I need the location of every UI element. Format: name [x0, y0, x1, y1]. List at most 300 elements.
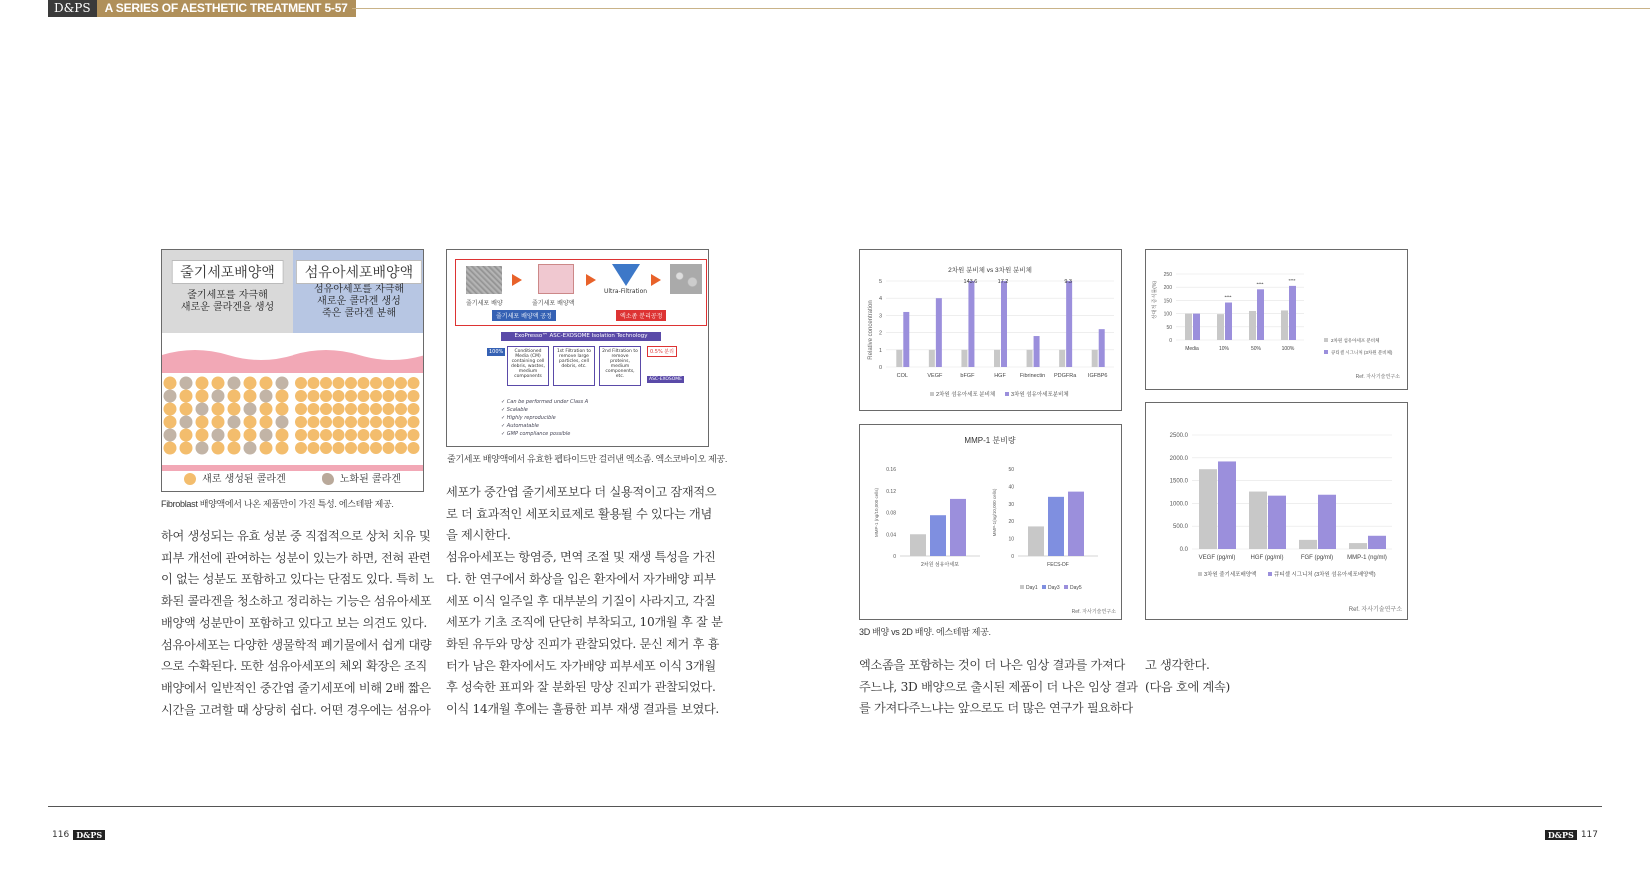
y-tick-label: 2000.0	[1169, 455, 1188, 462]
check-item: ✓ Scalable	[501, 407, 528, 413]
new-collagen-dot	[295, 390, 307, 402]
new-collagen-dot	[358, 429, 370, 441]
new-collagen-dot	[408, 429, 420, 441]
chart-signature-svg	[1146, 403, 1407, 619]
new-collagen-dot	[345, 416, 357, 428]
old-collagen-dot	[164, 390, 177, 403]
new-collagen-dot	[395, 403, 407, 415]
text-line: 이식 14개월 후에는 훌륭한 피부 재생 결과를 보였다.	[446, 702, 719, 717]
new-collagen-dot	[295, 442, 307, 454]
new-collagen-dot	[345, 403, 357, 415]
bar	[929, 350, 935, 367]
chart-signature	[1145, 402, 1408, 620]
bar	[1217, 314, 1224, 340]
header-rule	[352, 8, 1650, 9]
old-collagen-dot	[276, 416, 289, 429]
y-tick-label: 3	[878, 313, 882, 320]
bar	[936, 298, 942, 367]
y-axis-label: 상대적 증식률(%)	[1152, 280, 1158, 320]
bar	[1318, 495, 1336, 549]
text-line: 섬유아세포는 다양한 생물학적 폐기물에서 쉽게 대량	[161, 637, 432, 652]
new-collagen-dot	[333, 442, 345, 454]
y-tick-label: 40	[1008, 484, 1014, 491]
bar	[1034, 336, 1040, 367]
text-line: 세포가 기초 조직에 단단히 부착되고, 10개월 후 잘 분	[446, 615, 723, 630]
old-collagen-dot	[196, 403, 209, 416]
new-collagen-dot	[308, 442, 320, 454]
significance-mark: ****	[1288, 277, 1296, 283]
bar	[1225, 303, 1232, 340]
new-collagen-dot	[228, 442, 241, 455]
text-line: 하여 생성되는 유효 성분 중 직접적으로 상처 치유 및	[161, 529, 431, 543]
old-collagen-dot	[260, 429, 273, 442]
new-collagen-dot	[370, 416, 382, 428]
new-collagen-dot	[408, 390, 420, 402]
skin-layer-illustration	[162, 345, 424, 480]
new-collagen-dot	[395, 416, 407, 428]
significance-mark: ****	[1256, 281, 1264, 287]
new-collagen-dot	[395, 390, 407, 402]
text-line: (다음 호에 계속)	[1145, 679, 1230, 694]
legend-label: 3차원 섬유아세포분비체	[1011, 392, 1069, 398]
text-line: 으로 수확된다. 또한 섬유아세포의 체외 확장은 조직	[161, 659, 427, 674]
new-collagen-dot	[358, 390, 370, 402]
bar	[1289, 286, 1296, 340]
step-medium-label: 줄기세포 배양액	[532, 300, 575, 307]
y-tick-label: 100	[1163, 311, 1172, 318]
new-collagen-dot	[244, 429, 257, 442]
stem-cell-desc	[162, 290, 293, 314]
text-line: 고 생각한다.	[1145, 658, 1210, 672]
new-collagen-dot	[180, 403, 193, 416]
new-collagen-dot	[358, 377, 370, 389]
new-collagen-dot	[196, 390, 209, 403]
bar	[1281, 310, 1288, 340]
bar	[1199, 469, 1217, 549]
data-label: 9.3	[1064, 279, 1072, 285]
text-column-1	[161, 526, 434, 721]
chart-2d-vs-3d	[859, 249, 1122, 411]
filter-funnel-icon	[612, 264, 640, 286]
y-axis-label: Relative concentration	[868, 300, 874, 360]
exosome-figure	[446, 249, 709, 447]
y-tick-label: 200	[1163, 285, 1172, 292]
new-collagen-dot	[383, 377, 395, 389]
bar	[968, 281, 974, 367]
new-collagen-dot	[408, 403, 420, 415]
new-collagen-dot	[345, 442, 357, 454]
x-tick-label: 100%	[1281, 346, 1295, 352]
fibroblast-desc	[293, 284, 424, 320]
bar	[910, 534, 926, 556]
new-collagen-dot	[180, 390, 193, 403]
new-collagen-dot	[345, 429, 357, 441]
feature-checklist	[501, 398, 588, 438]
x-tick-label: MMP-1 (ng/ml)	[1347, 555, 1387, 561]
exosome-process-frame	[455, 259, 707, 326]
arrow-icon	[512, 274, 522, 286]
chart-mmp1-svg	[860, 425, 1121, 619]
x-tick-label: PDGFRa	[1053, 373, 1077, 379]
new-collagen-dot	[180, 429, 193, 442]
y-tick-label: 4	[878, 296, 882, 303]
new-collagen-dot	[276, 403, 289, 416]
old-collagen-dot	[260, 390, 273, 403]
bar	[1257, 289, 1264, 340]
x-tick-label: COL	[896, 373, 908, 379]
y-tick-label: 0.0	[1179, 547, 1188, 553]
new-collagen-dot	[164, 377, 177, 390]
new-collagen-dot	[320, 390, 332, 402]
new-collagen-dot	[212, 416, 225, 429]
significance-mark: ****	[1224, 294, 1232, 300]
x-tick-label: VEGF	[927, 373, 943, 379]
y-tick-label: 0	[878, 365, 882, 371]
bar	[930, 515, 946, 556]
new-collagen-dot	[212, 377, 225, 390]
new-collagen-dot	[180, 442, 193, 455]
old-collagen-dot	[196, 442, 209, 455]
bar	[961, 350, 967, 367]
text-line: 를 가져다주느냐는 앞으로도 더 많은 연구가 필요하다	[859, 701, 1133, 716]
text-line: 화된 콜라겐을 청소하고 정리하는 기능은 섬유아세포	[161, 594, 432, 609]
new-collagen-dot	[308, 403, 320, 415]
band-exosome-process: 엑소좀 분리공정	[616, 310, 666, 321]
y-tick-label: 5	[878, 279, 882, 285]
band-medium-process: 줄기세포 배양액 공정	[492, 310, 556, 321]
y-tick-label: 30	[1008, 501, 1014, 508]
new-collagen-dot	[320, 442, 332, 454]
chart-title: MMP-1 분비량	[964, 436, 1016, 445]
y-axis-label: MMP-1(ng/10,000 cells)	[992, 488, 997, 537]
old-collagen-dot	[164, 429, 177, 442]
bar	[994, 350, 1000, 367]
page-number-right: 117	[1580, 830, 1598, 840]
bar	[1268, 496, 1286, 549]
isolation-flow	[487, 346, 687, 394]
new-collagen-dot	[333, 377, 345, 389]
bar	[1028, 526, 1044, 556]
text-line: 후 성숙한 표피와 잘 분화된 망상 진피가 관찰되었다.	[446, 680, 716, 695]
new-collagen-dot	[276, 442, 289, 455]
text-line: 을 제시한다.	[446, 528, 511, 543]
y-tick-label: 150	[1163, 298, 1172, 305]
bar	[1185, 314, 1192, 340]
legend-swatch	[1268, 572, 1272, 576]
new-collagen-dot	[276, 429, 289, 442]
new-collagen-dot	[408, 442, 420, 454]
medium-plate-image	[538, 264, 574, 294]
new-collagen-dot	[212, 403, 225, 416]
bar	[1066, 281, 1072, 367]
legend-swatch	[1064, 585, 1068, 589]
exosome-output: ASC-EXOSOME	[649, 377, 683, 382]
bar	[1193, 314, 1200, 340]
bar	[1059, 350, 1065, 367]
stem-cell-panel-head	[162, 250, 293, 333]
step-filtration-label: Ultra-Filtration	[604, 288, 648, 295]
y-tick-label: 50	[1008, 467, 1014, 473]
old-collagen-dot	[228, 377, 241, 390]
y-tick-label: 0	[1011, 554, 1014, 560]
bar	[1001, 281, 1007, 367]
legend-new-collagen	[184, 470, 286, 485]
new-collagen-dot	[333, 429, 345, 441]
new-collagen-dot	[228, 429, 241, 442]
y-tick-label: 250	[1163, 272, 1172, 278]
legend-swatch	[1324, 350, 1328, 354]
bar	[1218, 461, 1236, 549]
text-column-4	[1145, 655, 1230, 698]
y-tick-label: 0.08	[886, 510, 896, 517]
x-axis-label: FECS-DF	[1047, 562, 1069, 568]
cell-culture-image	[466, 266, 502, 294]
text-line: 섬유아세포는 항염증, 면역 조절 및 재생 특성을 가진	[446, 550, 716, 565]
y-tick-label: 2	[878, 330, 882, 337]
new-collagen-dot	[370, 377, 382, 389]
legend-swatch	[1324, 338, 1328, 342]
data-label: 17.2	[997, 279, 1009, 285]
text-line: 이 없는 성분도 포함하고 있다는 단점도 있다. 특히 노	[161, 572, 435, 587]
legend-old-label: 노화된 콜라겐	[339, 474, 401, 485]
series-title: A SERIES OF AESTHETIC TREATMENT 5-57	[97, 0, 356, 17]
legend-label: 2차원 섬유아세포 분비체	[936, 392, 996, 398]
new-collagen-dot	[358, 403, 370, 415]
bar	[1249, 311, 1256, 340]
new-collagen-dot	[164, 442, 177, 455]
new-collagen-dot	[408, 416, 420, 428]
new-collagen-dot	[320, 377, 332, 389]
new-collagen-dot	[260, 377, 273, 390]
new-collagen-dot	[333, 403, 345, 415]
new-collagen-dot	[295, 429, 307, 441]
new-collagen-dot	[276, 390, 289, 403]
fibroblast-title: 섬유아세포배양액	[296, 260, 422, 284]
collagen-figure	[161, 249, 424, 492]
new-collagen-icon	[184, 473, 196, 485]
new-collagen-dot	[345, 377, 357, 389]
ref-note: Ref. 자사기술연구소	[1071, 609, 1116, 615]
text-line: 배양에서 일반적인 중간엽 줄기세포에 비해 2배 짧은	[161, 680, 431, 695]
chart-2d-vs-3d-svg	[860, 250, 1121, 410]
exosome-image	[670, 264, 702, 294]
old-collagen-dot	[212, 429, 225, 442]
new-collagen-dot	[320, 416, 332, 428]
legend-swatch	[1020, 585, 1024, 589]
exosome-caption: 줄기세포 배양액에서 유효한 펩타이드만 걸러낸 엑소좀. 엑소코바이오 제공.	[447, 454, 728, 464]
text-line: 시간을 고려할 때 상당히 쉽다. 어떤 경우에는 섬유아	[161, 702, 431, 717]
new-collagen-dot	[370, 403, 382, 415]
epidermis-layer	[293, 350, 424, 373]
step-culture-label: 줄기세포 배양	[466, 300, 503, 307]
fibroblast-desc-2: 새로운 콜라겐 생성	[317, 296, 401, 307]
bar	[1048, 497, 1064, 556]
y-tick-label: 500.0	[1172, 524, 1188, 531]
old-collagen-dot	[244, 442, 257, 455]
new-collagen-dot	[370, 429, 382, 441]
new-collagen-dot	[408, 377, 420, 389]
bar	[1027, 350, 1033, 367]
arrow-icon	[651, 274, 661, 286]
text-line: 피부 개선에 관여하는 성분이 있는가 하면, 전혀 관련	[161, 550, 431, 565]
new-collagen-dot	[308, 377, 320, 389]
old-collagen-icon	[322, 473, 334, 485]
new-collagen-dot	[395, 442, 407, 454]
x-tick-label: IGFBP6	[1087, 373, 1108, 379]
y-tick-label: 0	[893, 554, 896, 560]
legend-label: 큐티셀 시그니처 (3차원 분비체)	[1331, 350, 1393, 355]
check-item: ✓ GMP compliance possible	[501, 431, 571, 437]
cm-step: Conditioned Media (CM) containing cell debris, wastes, medium components	[507, 346, 549, 386]
new-collagen-dot	[295, 403, 307, 415]
fibroblast-desc-3: 죽은 콜라겐 분해	[322, 308, 396, 319]
magazine-brand: D&PS	[48, 0, 97, 17]
epidermis-layer	[162, 350, 294, 373]
text-column-2	[446, 482, 723, 721]
new-collagen-dot	[228, 390, 241, 403]
new-collagen-dot	[320, 403, 332, 415]
bar	[1349, 543, 1367, 549]
new-collagen-dot	[383, 403, 395, 415]
new-collagen-dot	[164, 403, 177, 416]
new-collagen-dot	[383, 442, 395, 454]
new-collagen-dot	[196, 416, 209, 429]
bar	[1368, 536, 1386, 549]
old-collagen-dot	[212, 390, 225, 403]
x-tick-label: 10%	[1218, 346, 1230, 352]
culture-caption: 3D 배양 vs 2D 배양. 에스테팜 제공.	[859, 627, 991, 637]
chart-mmp1	[859, 424, 1122, 620]
new-collagen-dot	[320, 429, 332, 441]
text-line: 세포 이식 일주일 후 대부분의 기질이 사라지고, 각질	[446, 593, 716, 608]
new-collagen-dot	[196, 377, 209, 390]
x-tick-label: VEGF (pg/ml)	[1198, 555, 1236, 561]
stem-cell-title: 줄기세포배양액	[171, 260, 284, 284]
new-collagen-dot	[260, 403, 273, 416]
text-line: 터가 남은 환자에서도 자가배양 피부세포 이식 3개월	[446, 658, 716, 673]
x-axis-label: 2차원 섬유아세포	[921, 562, 959, 568]
text-line: 로 더 효과적인 세포치료제로 활용될 수 있다는 개념	[446, 506, 712, 521]
bar	[903, 312, 909, 367]
x-tick-label: Media	[1185, 346, 1199, 352]
footer-right	[1545, 830, 1598, 840]
legend-label: Day5	[1070, 585, 1082, 591]
x-tick-label: FGF (pg/ml)	[1300, 555, 1334, 561]
y-tick-label: 0.16	[886, 467, 896, 473]
stem-cell-desc-2: 새로운 콜라겐을 생성	[180, 302, 275, 313]
legend-swatch	[1005, 392, 1009, 396]
legend-swatch	[1198, 572, 1202, 576]
bar	[896, 350, 902, 367]
page-number-left: 116	[52, 830, 70, 840]
new-collagen-dot	[260, 416, 273, 429]
bar	[950, 499, 966, 556]
chart-proliferation-svg	[1146, 250, 1407, 389]
x-tick-label: bFGF	[960, 373, 975, 379]
text-line: 엑소좀을 포함하는 것이 더 나은 임상 결과를 가져다	[859, 658, 1125, 672]
separation-badge: 0.5% 분리	[647, 346, 677, 357]
new-collagen-dot	[358, 442, 370, 454]
text-line: 주느냐, 3D 배양으로 출시된 제품이 더 나은 임상 결과	[859, 679, 1138, 694]
y-tick-label: 10	[1008, 536, 1014, 543]
filtration-1-step: 1st Filtration to remove large particles, cell debris, etc.	[553, 346, 595, 386]
old-collagen-dot	[180, 416, 193, 429]
collagen-legend	[162, 470, 423, 485]
footer-left	[52, 830, 105, 840]
old-collagen-dot	[276, 377, 289, 390]
filtration-2-step: 2nd Filtration to remove proteins, medium components, etc.	[599, 346, 641, 386]
check-item: ✓ Automatable	[501, 423, 539, 429]
check-item: ✓ Can be performed under Class A	[501, 399, 589, 405]
bar	[1099, 329, 1105, 367]
text-line: 다. 한 연구에서 화상을 입은 환자에서 자가배양 피부	[446, 571, 716, 586]
legend-old-collagen	[322, 470, 401, 485]
new-collagen-dot	[308, 429, 320, 441]
pct-badge: 100%	[489, 349, 504, 355]
old-collagen-dot	[180, 377, 193, 390]
y-tick-label: 2500.0	[1169, 433, 1188, 439]
y-tick-label: 1500.0	[1169, 478, 1188, 485]
ref-note: Ref. 자사기술연구소	[1348, 607, 1402, 613]
new-collagen-dot	[244, 377, 257, 390]
x-tick-label: Fibrinectin	[1019, 373, 1046, 379]
new-collagen-dot	[383, 390, 395, 402]
ref-note: Ref. 자사기술연구소	[1355, 374, 1400, 380]
new-collagen-dot	[358, 416, 370, 428]
collagen-caption: Fibroblast 배양액에서 나온 제품만이 가진 특성. 에스테팜 제공.	[161, 499, 394, 509]
tech-title-bar: ExoPresso™ ASC-EXOSOME Isolation Technology	[501, 332, 661, 341]
new-collagen-dot	[370, 390, 382, 402]
new-collagen-dot	[345, 390, 357, 402]
new-collagen-dot	[228, 403, 241, 416]
text-line: 배양액 성분만이 포함하고 있다고 보는 의견도 있다.	[161, 615, 427, 630]
stem-cell-desc-1: 줄기세포를 자극해	[187, 290, 268, 301]
y-tick-label: 0.12	[886, 488, 896, 495]
y-tick-label: 20	[1008, 519, 1014, 526]
legend-label: 2차원 섬유아세포 분비체	[1331, 338, 1380, 343]
y-tick-label: 1	[878, 347, 882, 354]
legend-label: 3차원 줄기세포배양액	[1204, 572, 1257, 578]
x-tick-label: 50%	[1250, 346, 1262, 352]
legend-label: Day1	[1026, 585, 1038, 591]
new-collagen-dot	[308, 390, 320, 402]
new-collagen-dot	[295, 377, 307, 389]
footer-logo-right: D&PS	[1545, 830, 1577, 840]
data-label: 143.6	[963, 279, 978, 285]
bar	[1068, 492, 1084, 556]
chart-title: 2차원 분비체 vs 3차원 분비체	[948, 267, 1032, 274]
legend-label: Day3	[1048, 585, 1060, 591]
new-collagen-dot	[333, 416, 345, 428]
old-collagen-dot	[244, 403, 257, 416]
y-axis-label: MMP-1 (ng/10,000 cells)	[874, 487, 879, 538]
new-collagen-dot	[164, 416, 177, 429]
y-tick-label: 1000.0	[1169, 501, 1188, 508]
text-line: 세포가 중간엽 줄기세포보다 더 실용적이고 잠재적으	[446, 485, 717, 499]
x-tick-label: HGF (pg/ml)	[1250, 555, 1284, 561]
new-collagen-dot	[295, 416, 307, 428]
text-column-3	[859, 655, 1138, 720]
new-collagen-dot	[383, 429, 395, 441]
new-collagen-dot	[260, 442, 273, 455]
footer-rule	[48, 806, 1602, 807]
y-tick-label: 0.04	[886, 532, 896, 539]
legend-new-label: 새로 생성된 콜라겐	[202, 474, 286, 485]
new-collagen-dot	[196, 429, 209, 442]
legend-swatch	[1042, 585, 1046, 589]
new-collagen-dot	[333, 390, 345, 402]
old-collagen-dot	[228, 416, 241, 429]
